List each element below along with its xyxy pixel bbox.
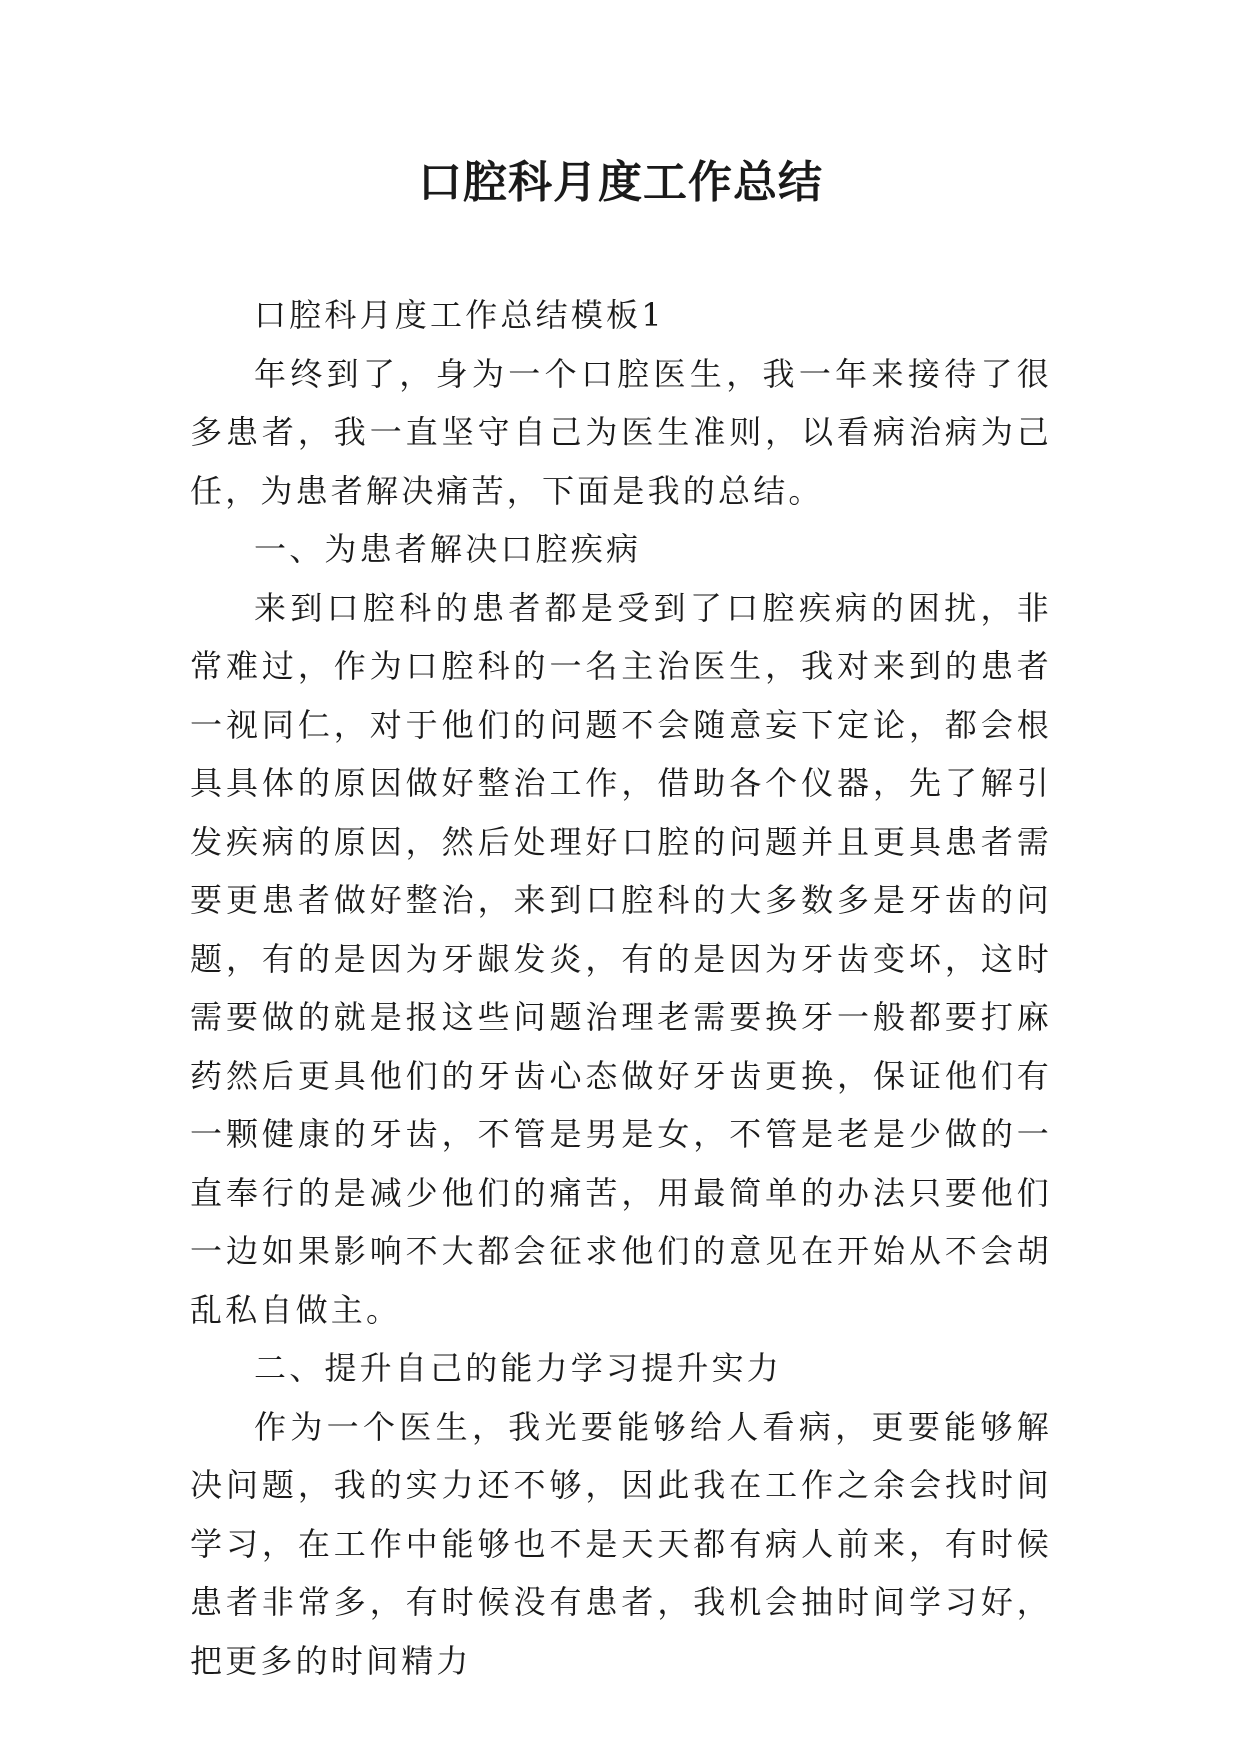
document-title: 口腔科月度工作总结: [418, 157, 823, 208]
paragraph-section-1: 来到口腔科的患者都是受到了口腔疾病的困扰，非常难过，作为口腔科的一名主治医生，我对来到的患者一视同仁，对于他们的问题不会随意妄下定论，都会根具具体的原因做好整治工作，借助各个仪器，先了解引发疾病的原因，然后处理好口腔的问题并且更具患者需要更患者做好整治，来到口腔科的大多数多是牙齿的问题，有的是因为牙龈发炎，有的是因为牙齿变坏，这时需要做的就是报这些问题治理老需要换牙一般都要打麻药然后更具他们的牙齿心态做好牙齿更换，保证他们有一颗健康的牙齿，不管是男是女，不管是老是少做的一直奉行的是减少他们的痛苦，用最简单的办法只要他们一边如果影响不大都会征求他们的意见在开始从不会胡乱私自做主。: [190, 588, 1052, 1329]
section-heading-2: 二、提升自己的能力学习提升实力: [254, 1349, 783, 1387]
document-body: [190, 286, 1052, 1690]
paragraph-section-2: 作为一个医生，我光要能够给人看病，更要能够解决问题，我的实力还不够，因此我在工作之余会找时间学习，在工作中能够也不是天天都有病人前来，有时候患者非常多，有时候没有患者，我机会抽时间学习好，把更多的时间精力: [190, 1407, 1052, 1680]
paragraph-intro: 年终到了，身为一个口腔医生，我一年来接待了很多患者，我一直坚守自己为医生准则，以看病治病为己任，为患者解决痛苦，下面是我的总结。: [190, 354, 1052, 510]
section-heading-1: 一、为患者解决口腔疾病: [254, 530, 642, 568]
paragraph-subtitle: 口腔科月度工作总结模板1: [254, 296, 665, 334]
